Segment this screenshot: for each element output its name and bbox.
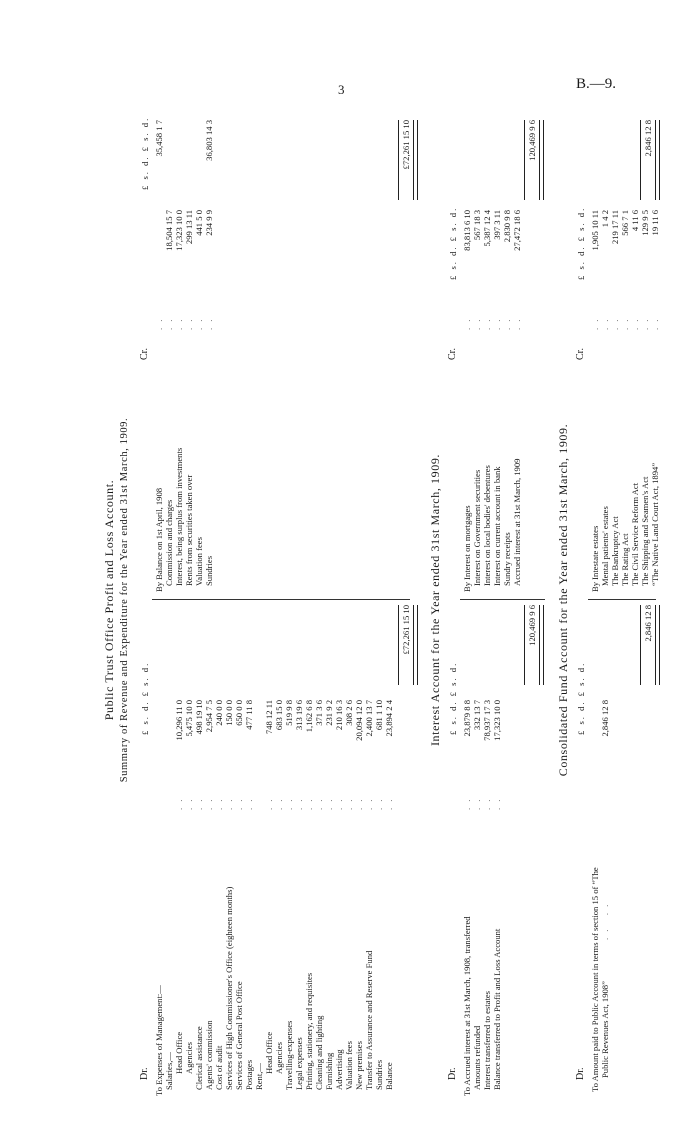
cf-cr-row <box>610 100 620 1100</box>
ia-cr-amount: 2,830 9 8 <box>502 210 512 243</box>
pl-dr-row <box>294 100 304 1100</box>
pl-dr-row-label: Services of High Commissioner's Office (eighteen months) <box>224 886 234 1090</box>
ia-dr-double-rule <box>539 605 544 685</box>
pl-dr-row <box>304 100 314 1100</box>
pl-dr-row <box>224 100 234 1100</box>
pl-dr-leader-dots: . . <box>324 797 334 810</box>
pl-dr-leader-dots: . . <box>364 797 374 810</box>
ia-dr-heading: Dr. <box>447 1067 458 1080</box>
pl-dr-leader-dots: . . <box>284 797 294 810</box>
pl-dr-row-label: Travelling-expenses <box>284 1020 294 1090</box>
ia-cr-row-label: Sundry receipts <box>502 532 512 586</box>
cf-cr-amount: 219 17 11 <box>610 210 620 245</box>
pl-dr-row-label: Valuation fees <box>344 1041 354 1090</box>
pl-dr-row <box>234 100 244 1100</box>
cf-cr-leader-dots: . . <box>630 317 640 330</box>
pl-dr-leader-dots: . . <box>264 797 274 810</box>
pl-dr-row <box>344 100 354 1100</box>
cf-dr-heading: Dr. <box>575 1067 586 1080</box>
pl-dr-row-label: Head Office <box>264 1031 274 1074</box>
pl-dr-row-label: Rent,— <box>254 1063 264 1090</box>
cf-cr-total-rule <box>640 120 641 200</box>
ia-dr-leader-dots: . . <box>462 797 472 810</box>
pl-dr-amount: 5,475 10 0 <box>184 700 194 737</box>
ia-cr-leader-dots: . . <box>492 317 502 330</box>
ia-cr-row <box>502 100 512 1100</box>
ia-cr-row <box>472 100 482 1100</box>
page-reference: B.—9. <box>576 76 617 92</box>
ia-cr-row <box>462 100 472 1100</box>
pl-dr-row-label: Sundries <box>374 1059 384 1090</box>
pl-cr-row-label: Sundries <box>204 555 214 586</box>
ia-dr-amount: 78,937 17 3 <box>482 700 492 741</box>
pl-cr-amount: 441 5 0 <box>194 210 204 236</box>
cf-dr-label-line1: To Amount paid to Public Account in terms of section 15 of “The <box>590 867 600 1092</box>
pl-dr-leader-dots: . . <box>184 797 194 810</box>
pl-dr-amount: 150 0 0 <box>224 700 234 726</box>
pl-dr-leader-dots: . . <box>204 797 214 810</box>
pl-dr-leader-dots: . . <box>374 797 384 810</box>
pl-dr-leader-dots: . . <box>274 797 284 810</box>
ia-dr-leader-dots: . . <box>482 797 492 810</box>
ia-cr-row-label: Accrued interest at 31st March, 1909 <box>512 458 522 586</box>
pl-dr-amount: 231 9 2 <box>324 700 334 726</box>
pl-dr-amount: 20,094 12 0 <box>354 700 364 741</box>
pl-dr-row-label: Agents' commission <box>204 1020 214 1090</box>
pl-subtitle: Summary of Revenue and Expenditure for the Year ended 31st March, 1909. <box>119 417 130 783</box>
cf-dr-leader: . . . . <box>600 902 610 940</box>
pl-dr-amount: 681 1 10 <box>374 700 384 731</box>
ia-cr-total: 120,469 9 6 <box>527 120 537 161</box>
cf-cr-leader-dots: . . <box>600 317 610 330</box>
pl-dr-amount: 748 12 11 <box>264 700 274 735</box>
ia-dr-column-heading: £ s. d. £ s. d. <box>448 661 458 735</box>
ia-cr-leader-dots: . . <box>472 317 482 330</box>
ia-dr-amount: 17,323 10 0 <box>492 700 502 741</box>
pl-dr-row <box>324 100 334 1100</box>
pl-dr-row-label: Salaries,— <box>164 1052 174 1090</box>
pl-dr-amount: 650 0 0 <box>234 700 244 726</box>
ia-cr-amount: 397 3 11 <box>492 210 502 240</box>
ia-dr-row-label: To Accrued interest at 31st March, 1908, transferred <box>462 916 472 1096</box>
pl-dr-row <box>274 100 284 1100</box>
ia-cr-amount: 5,387 12 4 <box>482 210 492 247</box>
cf-cr-amount: 1 4 2 <box>600 210 610 228</box>
cf-cr-total: 2,846 12 8 <box>643 120 653 157</box>
cf-dr-amount: 2,846 12 8 <box>600 700 610 737</box>
ia-cr-leader-dots: . . <box>462 317 472 330</box>
pl-cr-row <box>184 100 194 1100</box>
rotated-accounts <box>100 100 660 1100</box>
pl-dr-row-label: Balance <box>384 1062 394 1090</box>
pl-cr-total-rule <box>398 120 399 200</box>
pl-dr-column-heading: £ s. d. £ s. d. <box>140 661 150 735</box>
pl-dr-leader-dots: . . <box>294 797 304 810</box>
pl-dr-amount: 498 19 10 <box>194 700 204 735</box>
pl-cr-row <box>164 100 174 1100</box>
cf-cr-row-label: The Rating Act <box>620 533 630 586</box>
pl-cr-leader-dots: . . <box>164 317 174 330</box>
pl-dr-total-rule <box>398 605 399 685</box>
pl-dr-row <box>354 100 364 1100</box>
cf-cr-row <box>640 100 650 1100</box>
cf-cr-leader-dots: . . <box>650 317 660 330</box>
pl-dr-leader-dots: . . <box>314 797 324 810</box>
ia-cr-leader-dots: . . <box>482 317 492 330</box>
cf-dr-total: 2,846 12 8 <box>643 605 653 642</box>
pl-dr-row-label: Transfer to Assurance and Reserve Fund <box>364 950 374 1090</box>
ia-cr-row-label: Interest on Government securities <box>472 469 482 586</box>
pl-dr-row-label: Postages <box>244 1059 254 1090</box>
pl-dr-row <box>264 100 274 1100</box>
ia-cr-leader-dots: . . <box>512 317 522 330</box>
cf-cr-row-label: “The Native Land Court Act, 1894” <box>650 462 660 586</box>
cf-cr-double-rule <box>655 120 660 200</box>
pl-cr-amount: 18,504 15 7 <box>164 210 174 251</box>
cf-cr-row-label: The Bankruptcy Act <box>610 516 620 586</box>
pl-dr-row-label: New premises <box>354 1041 364 1090</box>
pl-cr-leader-dots: . . <box>204 317 214 330</box>
pl-cr-row-label: Rents from securities taken over <box>184 474 194 586</box>
cf-cr-leader-dots: . . <box>590 317 600 330</box>
pl-dr-leader-dots: . . <box>334 797 344 810</box>
cf-cr-amount: 1,905 10 11 <box>590 210 600 251</box>
ia-dr-row-label: Balance transferred to Profit and Loss Account <box>492 928 502 1090</box>
cf-cr-amount: 129 9 5 <box>640 210 650 236</box>
pl-dr-amount: 308 2 6 <box>344 700 354 726</box>
ia-title: Interest Account for the Year ended 31st March, 1909. <box>428 453 442 747</box>
ia-cr-row <box>482 100 492 1100</box>
pl-dr-row-label: Cost of audit <box>214 1045 224 1090</box>
pl-dr-amount: 10,296 11 0 <box>174 700 184 741</box>
cf-cr-column-heading: £ s. d. £ s. d. <box>576 206 586 280</box>
cf-cr-row-label: The Civil Service Reform Act <box>630 482 640 586</box>
pl-dr-double-rule <box>413 605 418 685</box>
pl-cr-double-rule <box>413 120 418 200</box>
pl-dr-row <box>214 100 224 1100</box>
cf-cr-row <box>620 100 630 1100</box>
ia-dr-leader-dots: . . <box>472 797 482 810</box>
cf-cr-leader-dots: . . <box>640 317 650 330</box>
cf-cr-row-label: Mental patients' estates <box>600 506 610 586</box>
ia-cr-amount: 567 18 3 <box>472 210 482 241</box>
pl-dr-total: £72,261 15 10 <box>401 605 411 655</box>
pl-dr-leader-dots: . . <box>384 797 394 810</box>
pl-dr-leader-dots: . . <box>194 797 204 810</box>
pl-dr-row-label: Advertising <box>334 1049 344 1090</box>
pl-cr-row-label: Commission and charges <box>164 499 174 586</box>
ia-cr-heading: Cr. <box>447 348 458 360</box>
pl-dr-row-label: Furnishing <box>324 1052 334 1090</box>
ia-cr-row-label: Interest on current account in bank <box>492 466 502 586</box>
cf-cr-row <box>630 100 640 1100</box>
ia-dr-leader-dots: . . <box>492 797 502 810</box>
ia-cr-row-label: By Interest on mortgages <box>462 505 472 592</box>
pl-dr-row-label: Printing, stationery, and requisites <box>304 972 314 1090</box>
ia-dr-row-label: Interest transferred to estates <box>482 990 492 1090</box>
ia-dr-amount: 23,879 8 8 <box>462 700 472 737</box>
cf-dr-double-rule <box>655 605 660 685</box>
pl-dr-row <box>284 100 294 1100</box>
pl-dr-amount: 2,400 13 7 <box>364 700 374 737</box>
pl-dr-row <box>314 100 324 1100</box>
ia-dr-total-rule <box>524 605 525 685</box>
pl-cr-amount: 299 13 11 <box>184 210 194 245</box>
pl-title: Public Trust Office Profit and Loss Account. <box>102 479 116 721</box>
pl-cr-column-heading: £ s. d. £ s. d. <box>140 116 150 190</box>
ia-cr-row <box>492 100 502 1100</box>
cf-dr-label-line2: Public Revenues Act, 1908” <box>600 981 610 1078</box>
cf-cr-leader-dots: . . <box>620 317 630 330</box>
cf-cr-row-label: By Intestate estates <box>590 525 600 592</box>
pl-dr-amount: 1,162 6 8 <box>304 700 314 733</box>
pl-dr-row <box>364 100 374 1100</box>
pl-dr-leader-dots: . . <box>234 797 244 810</box>
pl-dr-amount: 477 11 8 <box>244 700 254 730</box>
ia-dr-row-label: Amounts refunded <box>472 1025 482 1090</box>
pl-dr-row <box>254 100 264 1100</box>
pl-dr-row-label: Agencies <box>274 1042 284 1074</box>
pl-dr-row-label: Head Office <box>174 1031 184 1074</box>
page-number: 3 <box>338 82 345 97</box>
ia-cr-total-rule <box>524 120 525 200</box>
pl-dr-leader-dots: . . <box>354 797 364 810</box>
ia-cr-double-rule <box>539 120 544 200</box>
pl-cr-subtotal: 35,458 1 7 <box>154 120 164 157</box>
pl-cr-row-label: Interest, being surplus from investments <box>174 447 184 586</box>
pl-dr-row-label: To Expenses of Management:— <box>154 985 164 1096</box>
pl-cr-leader-dots: . . <box>174 317 184 330</box>
pl-dr-amount: 210 16 3 <box>334 700 344 731</box>
ia-cr-amount: 83,813 6 10 <box>462 210 472 251</box>
ia-cr-row <box>512 100 522 1100</box>
cf-dr-total-rule <box>640 605 641 685</box>
pl-dr-row <box>374 100 384 1100</box>
pl-dr-row <box>244 100 254 1100</box>
pl-cr-amount: 234 9 9 <box>204 210 214 236</box>
pl-dr-amount: 2,954 7 5 <box>204 700 214 733</box>
pl-cr-leader-dots: . . <box>184 317 194 330</box>
pl-cr-subtotal: 36,803 14 3 <box>204 120 214 161</box>
ia-cr-row-label: Interest on local bodies' debentures <box>482 465 492 586</box>
cf-title: Consolidated Fund Account for the Year ended 31st March, 1909. <box>556 423 570 777</box>
pl-dr-row <box>384 100 394 1100</box>
pl-dr-leader-dots: . . <box>214 797 224 810</box>
cf-cr-row <box>590 100 600 1100</box>
ia-cr-leader-dots: . . <box>502 317 512 330</box>
pl-cr-row <box>194 100 204 1100</box>
pl-dr-row-label: Agencies <box>184 1042 194 1074</box>
pl-dr-row-label: Legal expenses <box>294 1037 304 1090</box>
pl-cr-leader-dots: . . <box>154 317 164 330</box>
pl-dr-amount: 240 0 0 <box>214 700 224 726</box>
cf-cr-heading: Cr. <box>575 348 586 360</box>
pl-dr-amount: 313 19 6 <box>294 700 304 731</box>
cf-dr-column-heading: £ s. d. £ s. d. <box>576 661 586 735</box>
cf-cr-amount: 19 11 6 <box>650 210 660 236</box>
pl-dr-row-label: Cleaning and lighting <box>314 1015 324 1090</box>
cf-cr-row-label: The Shipping and Seamen's Act <box>640 476 650 586</box>
pl-dr-heading: Dr. <box>139 1067 150 1080</box>
pl-dr-leader-dots: . . <box>344 797 354 810</box>
pl-cr-total: £72,261 15 10 <box>401 120 411 170</box>
cf-cr-amount: 4 11 6 <box>630 210 640 232</box>
pl-dr-leader-dots: . . <box>224 797 234 810</box>
pl-cr-row <box>174 100 184 1100</box>
pl-cr-row <box>154 100 164 1100</box>
pl-cr-leader-dots: . . <box>194 317 204 330</box>
pl-cr-row-label: By Balance on 1st April, 1908 <box>154 487 164 592</box>
pl-cr-row <box>204 100 214 1100</box>
pl-cr-heading: Cr. <box>139 348 150 360</box>
pl-dr-row-label: Clerical assistance <box>194 1026 204 1090</box>
pl-dr-amount: 371 3 6 <box>314 700 324 726</box>
pl-dr-amount: 683 15 0 <box>274 700 284 731</box>
pl-dr-leader-dots: . . <box>174 797 184 810</box>
ia-cr-column-heading: £ s. d. £ s. d. <box>448 206 458 280</box>
pl-dr-row-label: Services of General Post Office <box>234 981 244 1090</box>
cf-cr-row <box>650 100 660 1100</box>
pl-dr-leader-dots: . . <box>304 797 314 810</box>
pl-dr-row <box>334 100 344 1100</box>
pl-cr-amount: 17,323 10 0 <box>174 210 184 251</box>
ia-dr-amount: 332 13 7 <box>472 700 482 731</box>
cf-cr-leader-dots: . . <box>610 317 620 330</box>
ia-dr-total: 120,469 9 6 <box>527 605 537 646</box>
ia-cr-amount: 27,472 18 6 <box>512 210 522 251</box>
pl-cr-row-label: Valuation fees <box>194 537 204 586</box>
pl-dr-amount: 23,894 2 4 <box>384 700 394 737</box>
cf-cr-amount: 566 7 1 <box>620 210 630 236</box>
pl-dr-leader-dots: . . <box>244 797 254 810</box>
cf-cr-row <box>600 100 610 1100</box>
pl-dr-amount: 519 9 8 <box>284 700 294 726</box>
